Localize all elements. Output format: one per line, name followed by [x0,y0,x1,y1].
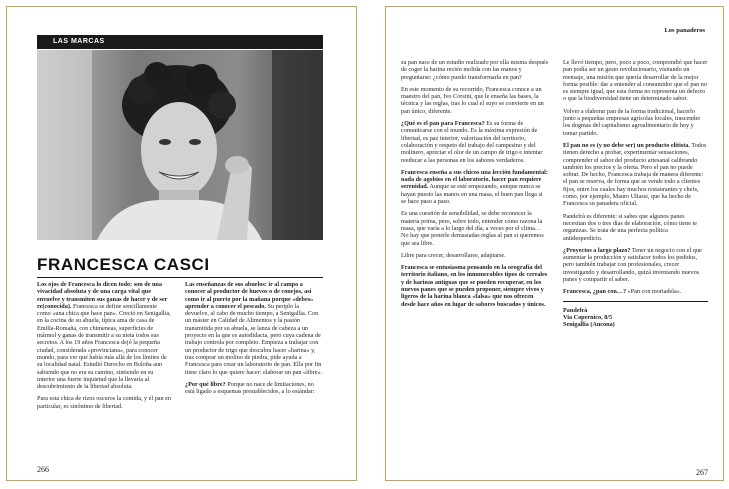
address-name: Pandefrà [563,306,588,314]
page-number: 267 [696,468,708,477]
right-page [385,6,724,481]
left-column-2 [185,281,323,449]
paragraph-text: Es su forma de comunicarse con el mundo. Es la máxima expresión de libertad, es paz interior, valorización del territorio, colaboración y respeto del trabajo del campesino y del molinero, apreciar el olor de un campo de trigo e intentar reeducar a las personas en los sabores verdaderos. [401,120,543,164]
paragraph [401,86,549,115]
paragraph-text: Le llevó tiempo, pero, poco a poco, comprendió que hacer pan podía ser un gesto revolucionario, visitando un mensaje, una misión que quería desarrollar de la mejor forma posible: dar a entender al consumidor que el pan no es siempre igual, que esta forma no representa un defecto o que la biodiversidad tiene un determinado sabor. [563,59,708,103]
lead-bold: Francesca se entusiasma pensando en la orografía del territorio italiano, en los innumerables tipos de cereales y de harinas antiguas que se pueden recuperar, en los nuevos panes que se pueden proponer, siempre vivos y ligeros de la harina blanca «falsa» que nos ofrecen desde hace años en lugar de sabores buscados y únicos. [401,264,548,308]
lead-bold: Francesca, ¿pan con…? [563,288,627,296]
lead-bold: Los ojos de Francesca lo dicen todo: son de una vivacidad absoluta y de una carga vital que envuelve y transmiten sus ganas de hacer y de ser re(conocida). [37,281,168,310]
paragraph [185,381,323,396]
paragraph [401,264,549,308]
portrait-photo [37,50,323,240]
address-divider [563,301,708,302]
address-city: Senigallia (Ancona) [563,321,615,329]
paragraph-text: Francesca se define sencillamente como «una chica que hace pan». Creció en Senigallia, en la cocina de su abuela, típica ama de casa de Emilia-Romaña, con chimeneas, superficies de mármol y ganas de transmitir a su nieta todos sus secretos. A los 19 años Francesca dejó la pequeña ciudad, considerada «provinciana», para conocer mundo, para ver qué había más allá de los límites de su localidad natal. Estudió Derecho en Boloña aun sabiendo que no era su camino, sintiendo en su interior una fuerte inquietud que la llevaría al descubrimiento de la libertad absoluta. [37,302,171,391]
paragraph [563,247,708,283]
lead-bold: ¿Qué es el pan para Francesca? [401,120,485,128]
paragraph [563,213,708,242]
lead-bold: ¿Proyectos a largo plazo? [563,246,631,254]
left-page [6,6,357,481]
paragraph [401,210,549,246]
paragraph [37,281,172,390]
paragraph-text: Pandefrà es diferente: si sabes que algunos panes necesitan dos o tres días de elaboración, cómo tiene te organizas. Se trata de una perfecta política antidesperdicio. [563,212,698,242]
paragraph [401,59,549,81]
lead-bold: Las enseñanzas de sus abuelos: ir al campo a conocer al productor de huevos o de conejos, así como ir al puerto por la mañana porque «debes» aprender a conocer el pescado. [185,281,314,310]
lead-bold: Francesca enseña a sus chicos una lección fundamental: nada de agobios en el laboratorio, hacer pan requiere serenidad. [401,168,548,191]
paragraph [401,120,549,164]
paragraph-text: Porque no nace de limitaciones, no está ligado a esquemas prestablecidos, a lo estándar: [185,380,315,396]
paragraph-text: Aunque se esté empezando, aunque nunca se hayan puesto las manos en una masa, el buen pan llega si se hace paso a paso. [401,183,543,206]
paragraph [401,169,549,205]
paragraph [563,288,708,295]
section-label: LAS MARCAS [37,35,323,49]
paragraph-text: Su periplo la devuelve, al cabo de mucho tiempo, a Senigallia. Con un máster en Calidad de Alimentos y la pasión transmitida por su abuela, se lanza de cabeza a un proyecto en la que es autodidacta, pero cuya cadena de trabajo controla por completo. Empieza a trabajar con un productor de trigo que descubra hacer «harina» y, tras comprar un molino de piedra, pide ayuda a Francesca para crear un laboratorio de pan. Ella por fin tiene claro lo que quiere hacer: elaborar un pan «libre». [185,302,323,376]
lead-bold: ¿Por qué libre? [185,380,226,388]
paragraph-text: Todos tienen derecho a probar, experimentar sensaciones, comprender el sabor del producto artesanal calibrando también los precios y la oferta. Pero el pan no puede sobrar. De hecho, Francesca trabaja de manera diferente: el pan se reserva, de forma que se vende todo a clientes fijos, entre los cuales hay muchos restaurantes y chefs, como, por ejemplo, Mauro Uliassi, que ha hecho de Francesca su panadera oficial. [563,141,707,208]
paragraph-text: En este momento de su recorrido, Francesca conoce a un maestro del pan, Ivo Corsini, que le enseña las bases, la técnica y las reglas, tras lo cual el suyo se convierte en un pan único, diferente. [401,85,544,115]
paragraph-text: «Pan con mortadela». [626,288,682,296]
paragraph [563,108,708,137]
right-column-2 [563,59,708,474]
paragraph [563,142,708,208]
paragraph [401,252,549,259]
running-header: Los panaderos [664,27,705,34]
paragraph-text: Volver a elaborar pan de la forma tradicional, hacerlo junto a pequeñas empresas agrícolas locales, trascender los dogmas del capitalismo agroalimentario de hoy y tomar partido. [563,107,701,137]
page-number: 266 [37,465,49,474]
title-divider [37,277,323,278]
left-column-1 [37,281,172,449]
paragraph-text: Para esta chica de rizos oscuros la comida, y el pan en particular, es sinónimo de libertad. [37,395,172,410]
paragraph [37,395,172,410]
article-title: FRANCESCA CASCI [37,255,210,274]
paragraph-text: su pan nace de un estudio realizado por ella misma después de coger la harina recién molida con las manos y preguntarse: ¿cómo puedo transformarla en pan? [401,59,549,81]
paragraph [185,281,323,376]
paragraph [563,59,708,103]
paragraph-text: Es una cuestión de sensibilidad, se debe reconocer la materia prima, pero, sobre todo, entender cómo razona la masa, que varía a lo largo del día, a veces por el clima… No hay que ponerle demasiadas reglas al pan si queremos que sea libre. [401,210,544,247]
paragraph-text: Libre para crecer, desarrollarse, adaptarse. [401,251,506,259]
lead-bold: El pan no es (y no debe ser) un producto elitista. [563,141,690,149]
address-street: Via Copernico, 8/5 [563,313,613,321]
paragraph-text: Tener un negocio con el que aumentar la producción y satisfacer todos los pedidos, pero también trabajar con profesionales, crecer investigando y desarrollando, quizá inventando nuevos panes y compartir el saber. [563,246,702,284]
right-column-1 [401,59,549,474]
